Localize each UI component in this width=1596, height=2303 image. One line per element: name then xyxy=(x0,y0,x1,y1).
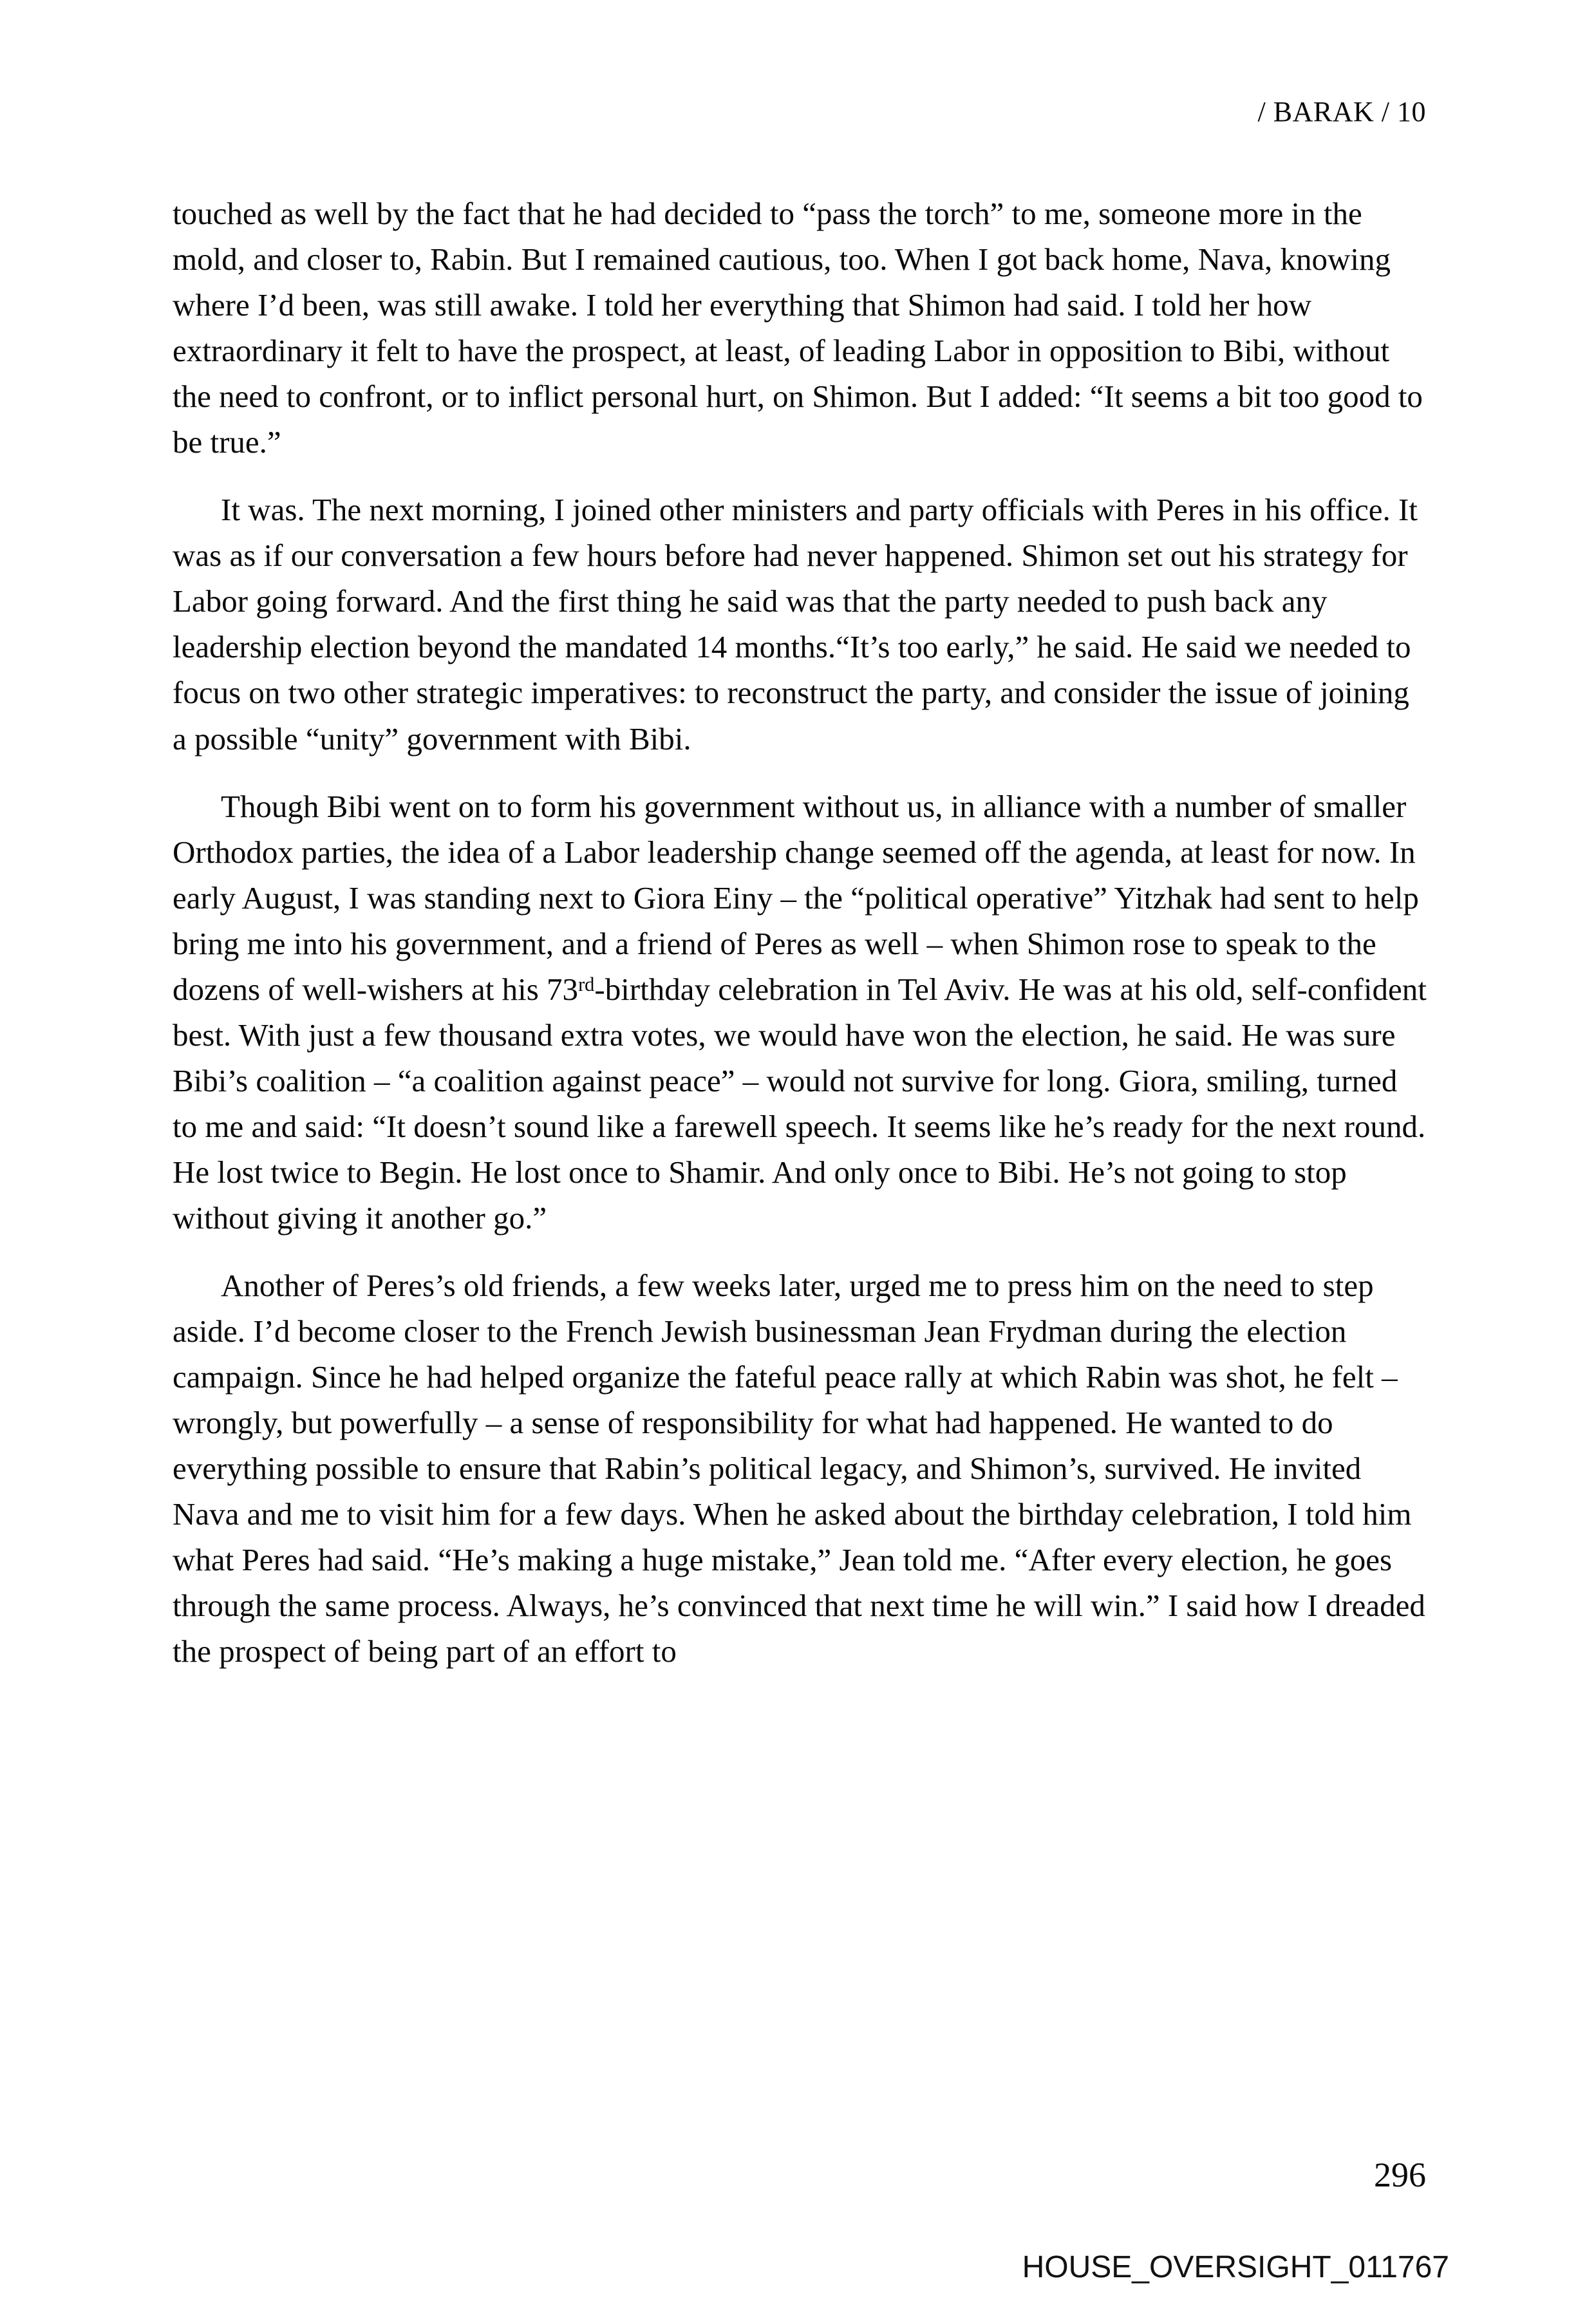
paragraph-text: -birthday celebration in Tel Aviv. He was at his old, self-confident best. With just a few thousand extra votes, we would have won the election, he said. He was sure Bibi’s coalition – “a coalition against peace” – would not survive for long. Giora, smiling, turned to me and said: “It doesn’t sound like a farewell speech. It seems like he’s ready for the next round. He lost twice to Begin. He lost once to Shamir. And only once to Bibi. He’s not going to stop without giving it another go.” xyxy=(173,971,1427,1236)
paragraph-4 xyxy=(173,1263,1428,1674)
paragraph-1 xyxy=(173,191,1428,465)
page-number: 296 xyxy=(1374,2156,1426,2194)
bates-stamp: HOUSE_OVERSIGHT_011767 xyxy=(1022,2250,1449,2284)
document-body xyxy=(173,191,1428,1674)
ordinal-superscript: rd xyxy=(578,973,595,996)
page-header xyxy=(1258,95,1426,128)
paragraph-text: Though Bibi went on to form his government without us, in alliance with a number of smaller Orthodox parties, the idea of a Labor leadership change seemed off the agenda, at least for now. In early August, I was standing next to Giora Einy – the “political operative” Yitzhak had sent to help bring me into his government, and a friend of Peres as well – when Shimon rose to speak to the dozens of well-wishers at his 73 xyxy=(173,788,1419,1007)
paragraph-3 xyxy=(173,784,1428,1241)
paragraph-text: Another of Peres’s old friends, a few weeks later, urged me to press him on the need to step aside. I’d become closer to the French Jewish businessman Jean Frydman during the election campaign. Since he had helped organize the fateful peace rally at which Rabin was shot, he felt – wrongly, but powerfully – a sense of responsibility for what had happened. He wanted to do everything possible to ensure that Rabin’s political legacy, and Shimon’s, survived. He invited Nava and me to visit him for a few days. When he asked about the birthday celebration, I told him what Peres had said. “He’s making a huge mistake,” Jean told me. “After every election, he goes through the same process. Always, he’s convinced that next time he will win.” I said how I dreaded the prospect of being part of an effort to xyxy=(173,1268,1425,1669)
header-text: / BARAK / 10 xyxy=(1257,96,1426,127)
paragraph-2 xyxy=(173,487,1428,761)
paragraph-text: It was. The next morning, I joined other ministers and party officials with Peres in his office. It was as if our conversation a few hours before had never happened. Shimon set out his strategy for Labor going forward. And the first thing he said was that the party needed to push back any leadership election beyond the mandated 14 months.“It’s too early,” he said. He said we needed to focus on two other strategic imperatives: to reconstruct the party, and consider the issue of joining a possible “unity” government with Bibi. xyxy=(173,492,1418,757)
paragraph-text: touched as well by the fact that he had decided to “pass the torch” to me, someone more in the mold, and closer to, Rabin. But I remained cautious, too. When I got back home, Nava, knowing where I’d been, was still awake. I told her everything that Shimon had said. I told her how extraordinary it felt to have the prospect, at least, of leading Labor in opposition to Bibi, without the need to confront, or to inflict personal hurt, on Shimon. But I added: “It seems a bit too good to be true.” xyxy=(173,196,1423,460)
